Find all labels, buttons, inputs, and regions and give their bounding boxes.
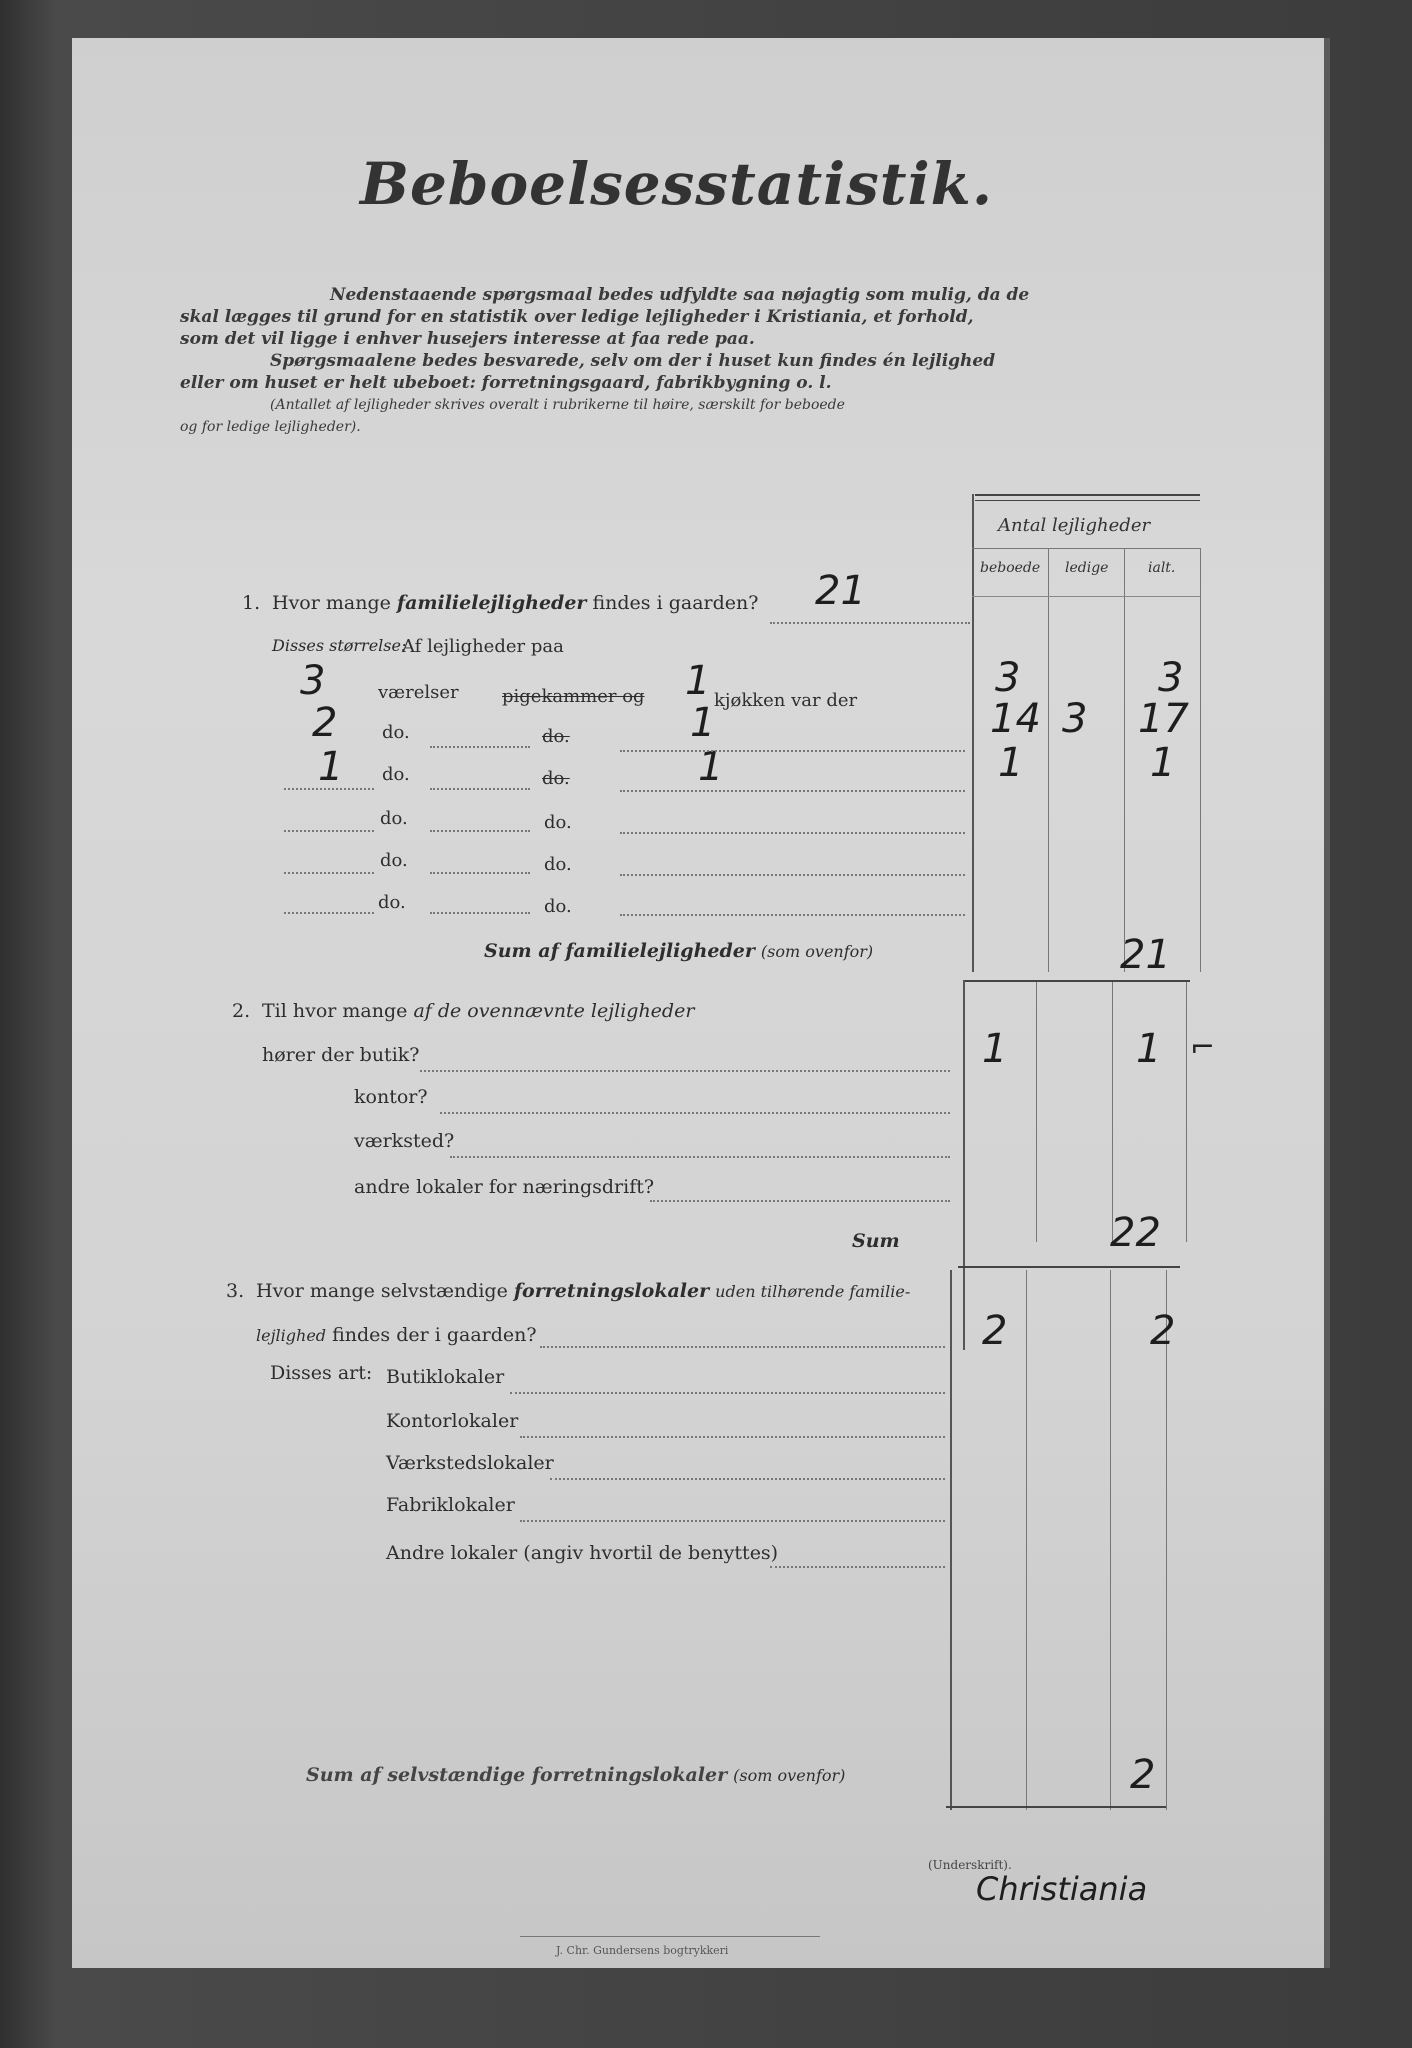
q2-butik-beboede: 1: [982, 1026, 1008, 1072]
q1-row-rooms-label: do.: [380, 808, 408, 829]
table-col-rule: [1124, 548, 1125, 972]
q2-sum-label: Sum: [852, 1230, 900, 1252]
leader-dots: [550, 1478, 945, 1480]
q1-row-beboede: 3: [995, 655, 1021, 701]
leader-dots: [620, 874, 965, 876]
q1-row-rooms-label: do.: [380, 850, 408, 871]
table2-left-rule: [963, 980, 965, 1350]
q3-text-pre: Hvor mange selvstændige: [256, 1280, 508, 1302]
q1-row-rooms-label: do.: [382, 764, 410, 785]
q3-sum-label-post: (som ovenfor): [733, 1766, 846, 1785]
leader-dots: [430, 830, 530, 832]
q1-row-ialt: 3: [1158, 655, 1184, 701]
q1-row-beboede: 14: [990, 696, 1041, 742]
leader-dots: [520, 1520, 945, 1522]
q1-row-rooms-label: værelser: [378, 682, 459, 703]
leader-dots: [430, 746, 530, 748]
intro-line: skal lægges til grund for en statistik over ledige lejligheder i Kristiania, et forhold,: [180, 307, 974, 327]
q3-ialt: 2: [1150, 1308, 1176, 1354]
q1-row-maid-label: do.: [542, 768, 570, 789]
q2-row-label: andre lokaler for næringsdrift?: [354, 1176, 655, 1198]
sum-rule: [965, 980, 1190, 982]
q1-row-kitchen-hw: 1: [685, 658, 711, 704]
q1-row-kitchen-hw: 1: [690, 700, 716, 746]
q2-butik-ialt: 1: [1136, 1026, 1162, 1072]
table-header-rule: [972, 548, 1200, 549]
intro-paragraph: [180, 284, 1210, 438]
q3-sum-label: [306, 1764, 845, 1786]
table2-col-rule: [1112, 980, 1113, 1242]
leader-dots: [770, 622, 970, 624]
q1-sum-label: [484, 940, 873, 962]
q1-row-maid-label: pigekammer og: [502, 686, 645, 707]
intro-line: Spørgsmaalene bedes besvarede, selv om der i huset kun findes én lejlighed: [270, 351, 996, 371]
q1-number: 1.: [242, 592, 261, 614]
leader-dots: [430, 912, 530, 914]
intro-line: Nedenstaaende spørgsmaal bedes udfyldte saa nøjagtig som mulig, da de: [330, 285, 1030, 305]
q1-row-maid-label: do.: [544, 896, 572, 917]
table-left-rule: [972, 494, 974, 972]
table-col-rule: [1048, 548, 1049, 972]
q1-sum-label-post: (som ovenfor): [760, 942, 874, 961]
leader-dots: [620, 914, 965, 916]
table-header-rule: [972, 596, 1200, 597]
q3-sum-value: 2: [1130, 1752, 1156, 1798]
q3-number: 3.: [226, 1280, 245, 1302]
table-top-rule: [975, 494, 1200, 496]
leader-dots: [284, 788, 374, 790]
leader-dots: [284, 872, 374, 874]
q2-row-label: hører der butik?: [262, 1044, 420, 1066]
table3-left-rule: [950, 1270, 952, 1810]
q3-kind-item: Fabriklokaler: [386, 1494, 515, 1516]
leader-dots: [510, 1392, 945, 1394]
table2-col-rule: [1036, 980, 1037, 1242]
leader-dots: [520, 1436, 945, 1438]
intro-note: (Antallet af lejligheder skrives overalt i rubrikerne til høire, særskilt for beboede: [270, 397, 845, 413]
q2-row-label: værksted?: [354, 1130, 455, 1152]
signature-handwritten: Christiania: [976, 1870, 1148, 1908]
printer-credit: J. Chr. Gundersens bogtrykkeri: [556, 1944, 729, 1957]
q1-sum-value: 21: [1120, 932, 1171, 978]
leader-dots: [430, 788, 530, 790]
q2-text-pre: Til hvor mange: [262, 1000, 408, 1022]
leader-dots: [620, 750, 965, 752]
q3-kind-item: Værkstedslokaler: [386, 1452, 554, 1474]
q3-question-line2: [256, 1324, 537, 1346]
q3-text-line2-post: findes der i gaarden?: [332, 1324, 537, 1346]
leader-dots: [650, 1200, 950, 1202]
leader-dots: [440, 1112, 950, 1114]
q3-kind-item: Andre lokaler (angiv hvortil de benyttes): [386, 1542, 779, 1564]
leader-dots: [620, 790, 965, 792]
table2-col-rule: [1186, 980, 1187, 1242]
q1-row-rooms-hw: 1: [318, 744, 344, 790]
q1-row-beboede: 1: [998, 740, 1024, 786]
leader-dots: [430, 872, 530, 874]
q1-size-label: Disses størrelse:: [272, 636, 407, 655]
table3-col-rule: [1026, 1270, 1027, 1810]
q1-text-post: findes i gaarden?: [592, 592, 759, 614]
q1-sum-label-em: Sum af familielejligheder: [484, 940, 755, 962]
intro-line: eller om huset er helt ubeboet: forretningsgaard, fabrikbygning o. l.: [180, 373, 832, 393]
q2-question: [262, 1000, 694, 1022]
intro-note: og for ledige lejligheder).: [180, 419, 361, 435]
table-top-rule-2: [975, 500, 1200, 501]
q1-size-sub: Af lejligheder paa: [402, 636, 564, 657]
q2-row-label: kontor?: [354, 1086, 428, 1108]
form-title: Beboelsesstatistik.: [360, 150, 994, 218]
table3-col-rule: [1110, 1270, 1111, 1810]
q3-text-emphasis: forretningslokaler: [513, 1280, 710, 1302]
q1-row-maid-label: do.: [542, 726, 570, 747]
leader-dots: [770, 1566, 945, 1568]
q1-row-maid-label: do.: [544, 854, 572, 875]
q3-question: [256, 1280, 910, 1302]
q1-answer-handwritten: 21: [815, 568, 866, 614]
q1-row-ialt: 17: [1138, 696, 1189, 742]
q1-text-pre: Hvor mange: [272, 592, 391, 614]
col-header-beboede: beboede: [980, 560, 1041, 576]
q1-row-ledige: 3: [1062, 696, 1088, 742]
sum-rule: [958, 1266, 1180, 1268]
footer-rule: [520, 1936, 820, 1937]
checkmark-icon: ⌐: [1190, 1030, 1216, 1065]
q1-row-rooms-hw: 3: [300, 658, 326, 704]
leader-dots: [284, 912, 374, 914]
q1-row-maid-label: do.: [544, 812, 572, 833]
leader-dots: [540, 1346, 945, 1348]
q1-row-kitchen-label: kjøkken var der: [714, 690, 858, 711]
q1-row-rooms-hw: 2: [312, 700, 338, 746]
q1-question: [272, 592, 758, 614]
sum-rule: [946, 1806, 1166, 1808]
q2-number: 2.: [232, 1000, 251, 1022]
q2-sum-value: 22: [1110, 1210, 1161, 1256]
intro-line: som det vil ligge i enhver husejers interesse at faa rede paa.: [180, 329, 755, 349]
q3-kind-item: Butiklokaler: [386, 1366, 505, 1388]
table-header-title: Antal lejligheder: [998, 515, 1151, 536]
q1-text-emphasis: familielejligheder: [396, 592, 587, 614]
q1-row-kitchen-hw: 1: [698, 744, 724, 790]
q3-text-post: uden tilhørende familie-: [715, 1282, 911, 1301]
col-header-ialt: ialt.: [1148, 560, 1176, 576]
q1-row-rooms-label: do.: [378, 892, 406, 913]
leader-dots: [420, 1070, 950, 1072]
leader-dots: [450, 1156, 950, 1158]
q3-kinds-label: Disses art:: [270, 1362, 373, 1384]
q3-kind-item: Kontorlokaler: [386, 1410, 519, 1432]
q3-beboede: 2: [982, 1308, 1008, 1354]
table-col-rule: [1200, 548, 1201, 972]
q3-sum-label-em: Sum af selvstændige forretningslokaler: [306, 1764, 728, 1786]
q1-row-rooms-label: do.: [382, 722, 410, 743]
signature-label: (Underskrift).: [928, 1858, 1012, 1872]
q3-text-line2-em: lejlighed: [256, 1326, 327, 1345]
leader-dots: [284, 830, 374, 832]
leader-dots: [620, 832, 965, 834]
col-header-ledige: ledige: [1065, 560, 1109, 576]
q2-text-emphasis: af de ovennævnte lejligheder: [413, 1000, 695, 1022]
q1-row-ialt: 1: [1150, 740, 1176, 786]
